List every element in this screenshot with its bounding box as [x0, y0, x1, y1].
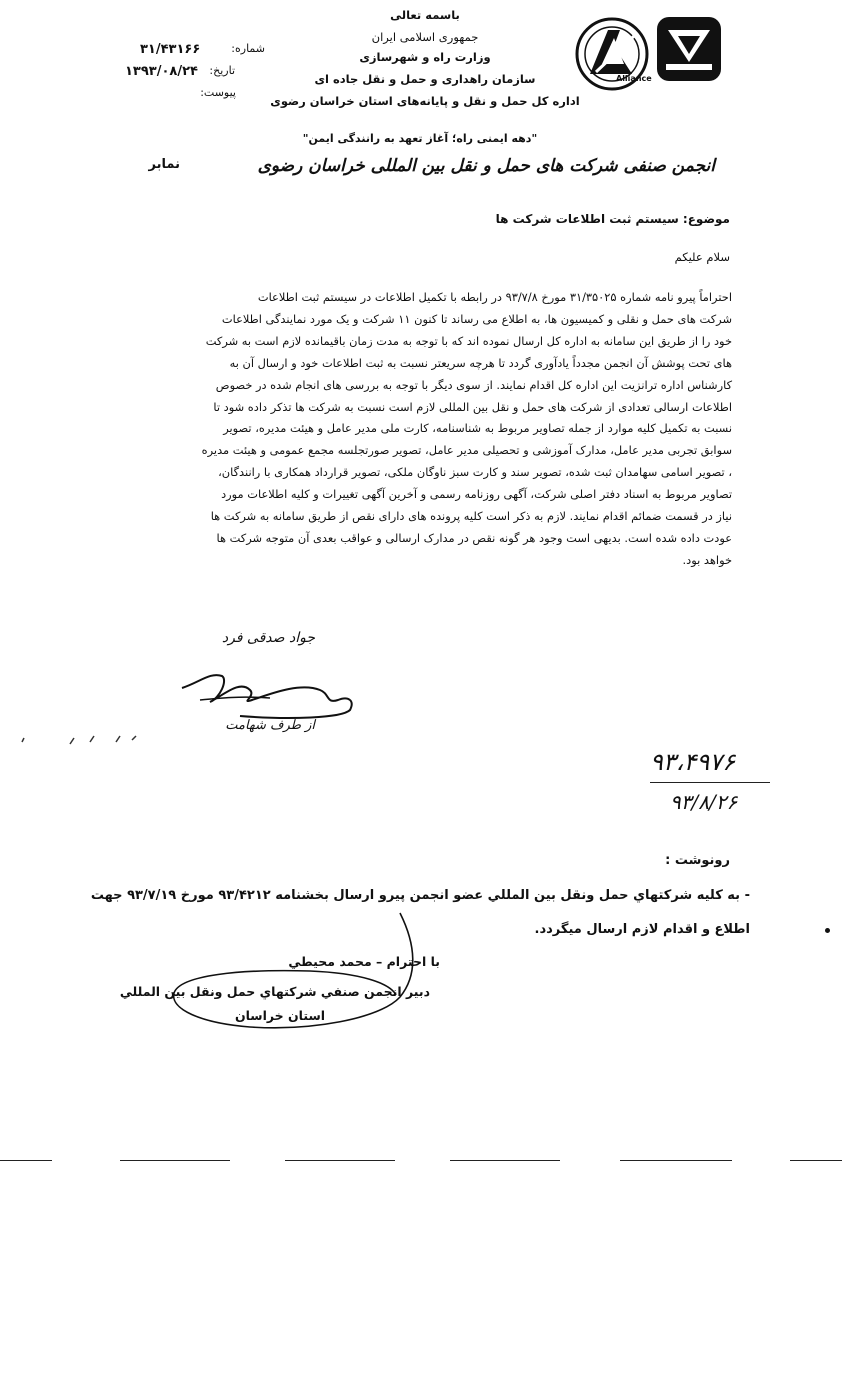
- logo-caption: Alliance: [616, 74, 652, 83]
- copy-label: رونوشت :: [665, 853, 730, 868]
- recipient-title: انجمن صنفی شرکت های حمل و نقل بین المللی خراسان رضوی: [257, 156, 715, 176]
- header-bismillah: باسمه تعالی: [390, 8, 460, 22]
- slogan: "دهه ایمنی راه؛ آغاز تعهد به رانندگی ایمن": [302, 132, 538, 145]
- letter-number-value: ۳۱/۴۳۱۶۶: [140, 42, 201, 57]
- handwritten-date: ۹۳/۸/۲۶: [670, 790, 738, 814]
- copy-line-1: - به کلیه شرکتهاي حمل ونقل بين المللي عضو انجمن پيرو ارسال بخشنامه ۹۳/۴۲۱۲ مورخ ۹۳/۷/۱۹ جهت: [90, 888, 750, 903]
- header-republic: جمهوری اسلامی ایران: [371, 30, 479, 44]
- header-department: اداره کل حمل و نقل و پایانه‌های استان خراسان رضوی: [270, 94, 580, 108]
- letter-number-label: شماره:: [231, 42, 265, 55]
- copy-signature-loop: [160, 905, 430, 1035]
- footer-rule: [120, 1160, 230, 1161]
- letter-body: [130, 287, 732, 572]
- footer-rule: [620, 1160, 732, 1161]
- body-line: نسبت به تکمیل کلیه موارد از جمله تصاویر مربوط به شناسنامه، کارت ملی مدیر عامل و هیئت مدیره، تصویر: [223, 421, 732, 436]
- body-line: اطلاعات ارسالی تعدادی از شرکت های حمل و نقل بین المللی لازم است نسبت به شرکت ها تذکر داده شود تا: [213, 399, 732, 414]
- letter-date-label: تاریخ:: [209, 64, 235, 77]
- letter-date-value: ۱۳۹۳/۰۸/۲۴: [125, 64, 198, 79]
- body-line: تصاویر مربوط به اسناد دفتر اصلی شرکت، آگهی روزنامه رسمی و آخرین آگهی تغییرات و کلیه اطلاعات مورد: [221, 487, 732, 502]
- letter-date: [125, 64, 235, 79]
- footer-rule: [285, 1160, 395, 1161]
- body-line: سوابق تجربی مدیر عامل، مدارک آموزشی و تحصیلی مدیر عامل، تصویر صورتجلسه مجمع عمومی و هیئت مدیره: [201, 443, 732, 458]
- footer-rule: [790, 1160, 842, 1161]
- copy-position-2: استان خراسان: [234, 1008, 326, 1023]
- letter-number: [140, 42, 265, 57]
- header-organization: سازمان راهداری و حمل و نقل جاده ای: [314, 72, 536, 86]
- body-line: شرکت های حمل و نقلی و کمیسیون ها، به اطلاع می رساند تا کنون ۱۱ شرکت و یک مورد نمایندگی اطلاعات: [221, 311, 732, 326]
- copy-regards: با احترام – محمد محيطي: [288, 954, 440, 969]
- body-line: نیاز در قسمت ضمائم اقدام نمایند. لازم به ذکر است کلیه پرونده های دارای نقص از طریق سامانه به شرکت ها: [210, 509, 732, 524]
- body-line: خواهد بود.: [682, 552, 732, 567]
- body-line: ، تصویر اسامی سهامدان ثبت شده، تصویر سند و کارت سبز ناوگان ملکی، تصویر قرارداد همکاری با رانندگان،: [218, 465, 732, 480]
- alliance-logo: [574, 16, 654, 96]
- subject: موضوع: سیستم ثبت اطلاعات شرکت ها: [495, 212, 730, 226]
- scan-marks: [20, 730, 140, 750]
- body-line: خود را از طریق این سامانه به اداره کل ارسال نموده اند که با توجه به مدت زمان باقیمانده لازم است به شرکت: [205, 333, 732, 348]
- greeting: سلام علیکم: [674, 250, 730, 264]
- signer-behalf: از طرف شهامت: [225, 718, 315, 733]
- fax-label: نمابر: [148, 157, 180, 172]
- footer-rule: [450, 1160, 560, 1161]
- footer-rule: [0, 1160, 52, 1161]
- handwritten-underline: [650, 782, 770, 783]
- header-ministry: وزارت راه و شهرسازی: [359, 50, 491, 64]
- body-line: عودت داده شده است. بدیهی است وجود هر گونه نقص در مدارک ارسالی و عواقب بعدی آن متوجه شرکت ها: [216, 530, 732, 545]
- letter-attachment: پیوست:: [200, 86, 236, 99]
- bullet-dot: [825, 928, 830, 933]
- body-line: های تحت پوشش آن انجمن مجدداً یادآوری گردد تا هرچه سریعتر نسبت به ثبت اطلاعات خود و ارسال آن به: [229, 355, 732, 370]
- ministry-logo: [654, 14, 724, 84]
- body-line: کارشناس اداره ترانزیت این اداره کل اقدام نمایند. از سوی دیگر با توجه به بررسی های انجام شده در خصوص: [215, 377, 732, 392]
- copy-position-1: دبير انجمن صنفي شركتهاي حمل ونقل بين المللي: [119, 984, 430, 999]
- handwritten-number: ۹۳،۴۹۷۶: [650, 748, 736, 776]
- body-line: احتراماً پیرو نامه شماره ۳۱/۳۵۰۲۵ مورخ ۹۳/۷/۸ در رابطه با تکمیل اطلاعات در سیستم ثبت اطلاعات: [257, 290, 732, 304]
- copy-line-2: اطلاع و اقدام لازم ارسال ميگردد.: [534, 922, 750, 937]
- signer-name: جواد صدقی فرد: [221, 630, 315, 646]
